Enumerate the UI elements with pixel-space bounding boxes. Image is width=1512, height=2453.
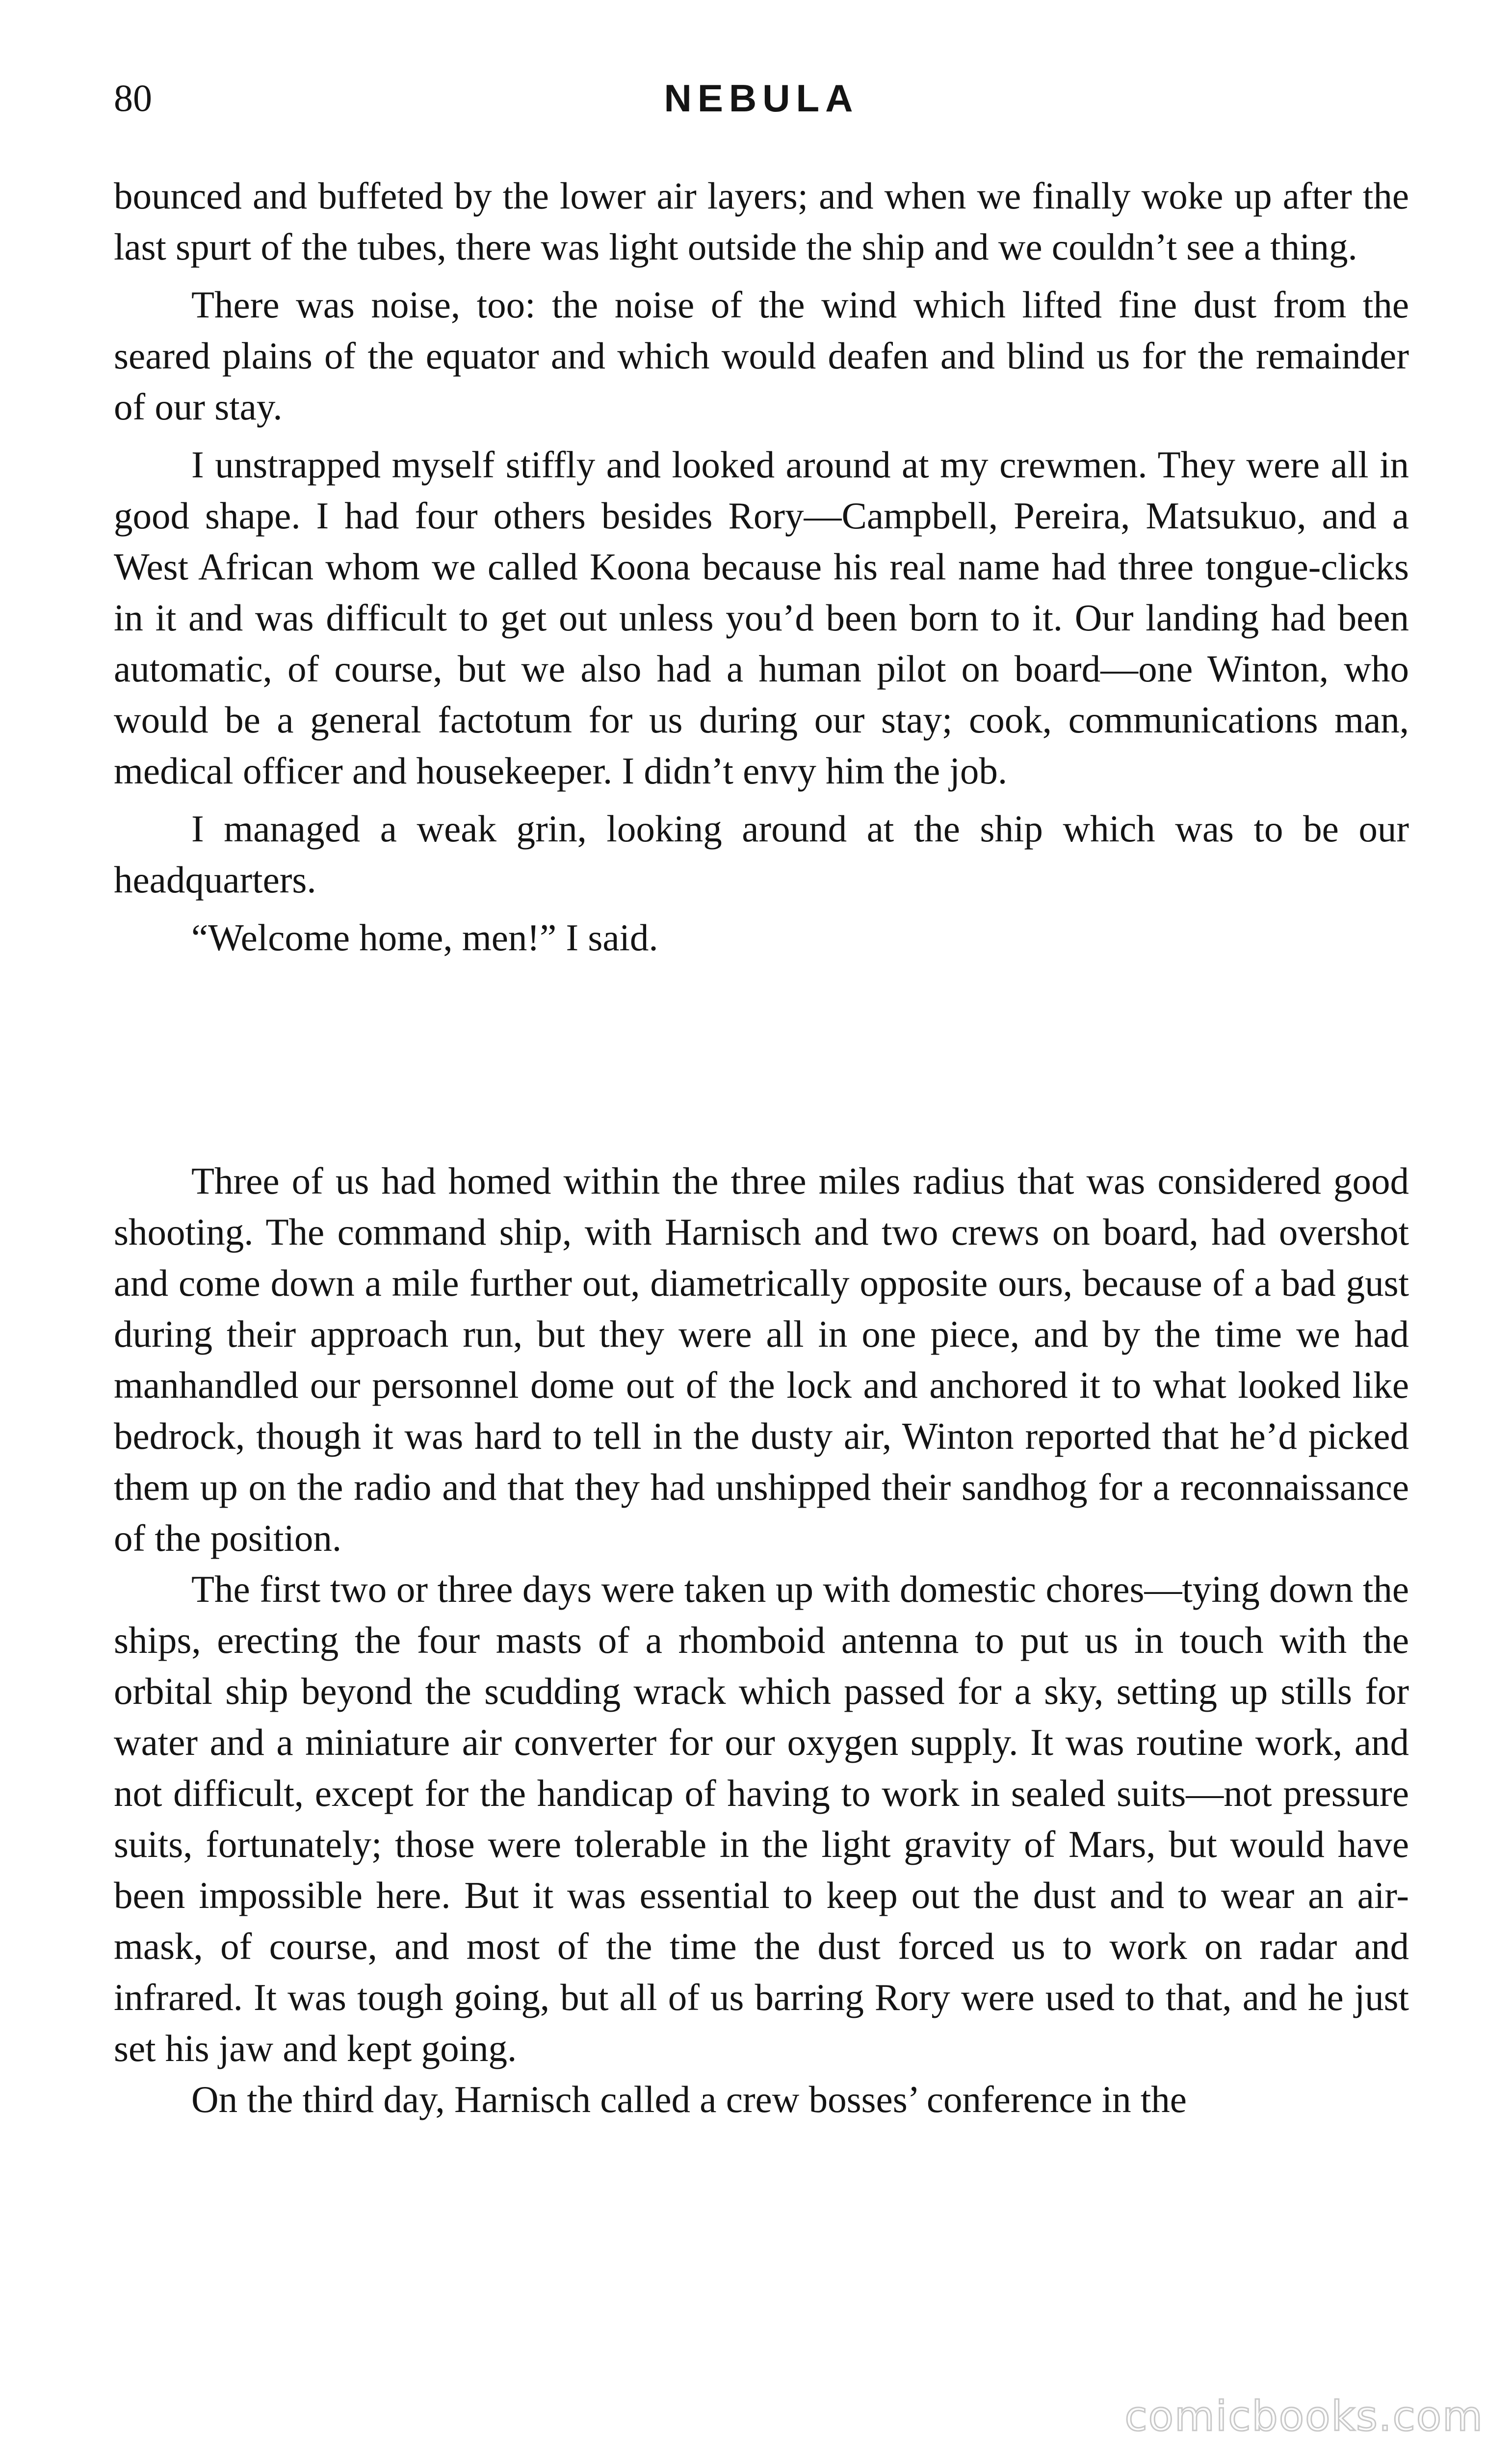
paragraph: The first two or three days were taken up with domestic chores—tying down the ships, erecting the four masts of a rhomboid antenna to put us in touch with the orbital ship beyond the scudding wrack which passed for a sky, setting up stills for water and a miniature air converter for our oxygen supply. It was routine work, and not difficult, except for the handicap of having to work in sealed suits—not pressure suits, fortunately; those were tolerable in the light gravity of Mars, but would have been impossible here. But it was essential to keep out the dust and to wear an air-mask, of course, and most of the time the dust forced us to work on radar and infrared. It was tough going, but all of us barring Rory were used to that, and he just set his jaw and kept going. xyxy=(114,1568,1409,2069)
paragraph: I managed a weak grin, looking around at the ship which was to be our headquarters. xyxy=(114,808,1409,901)
page-number: 80 xyxy=(114,77,152,119)
paragraph: I unstrapped myself stiffly and looked around at my crewmen. They were all in good shape. I had four others besides Rory—Campbell, Pereira, Matsukuo, and a West African whom we called Koona because his real name had three tongue-clicks in it and was difficult to get out unless you’d been born to it. Our landing had been automatic, of course, but we also had a human pilot on board—one Winton, who would be a general factotum for us during our stay; cook, communications man, medical officer and housekeeper. I didn’t envy him the job. xyxy=(114,444,1409,792)
running-head: NEBULA xyxy=(664,77,859,120)
text-section-2 xyxy=(114,1155,1409,2125)
paragraph: “Welcome home, men!” I said. xyxy=(191,916,658,959)
paragraph: There was noise, too: the noise of the wind which lifted fine dust from the seared plains of the equator and which would deafen and blind us for the remainder of our stay. xyxy=(114,284,1409,428)
paragraph: On the third day, Harnisch called a crew bosses’ conference in the xyxy=(191,2078,1187,2120)
paragraph: Three of us had homed within the three miles radius that was considered good shooting. The command ship, with Harnisch and two crews on board, had overshot and come down a mile further out, diametrically opposite ours, because of a bad gust during their approach run, but they were all in one piece, and by the time we had manhandled our personnel dome out of the lock and anchored it to what looked like bedrock, though it was hard to tell in the dusty air, Winton reported that he’d picked them up on the radio and that they had unshipped their sandhog for a reconnaissance of the position. xyxy=(114,1160,1409,1559)
page-header xyxy=(114,69,1409,128)
text-section-1 xyxy=(114,170,1409,963)
paragraph: bounced and buffeted by the lower air layers; and when we finally woke up after the last spurt of the tubes, there was light outside the ship and we couldn’t see a thing. xyxy=(114,175,1409,268)
watermark: comicbooks.com xyxy=(1124,2392,1484,2440)
